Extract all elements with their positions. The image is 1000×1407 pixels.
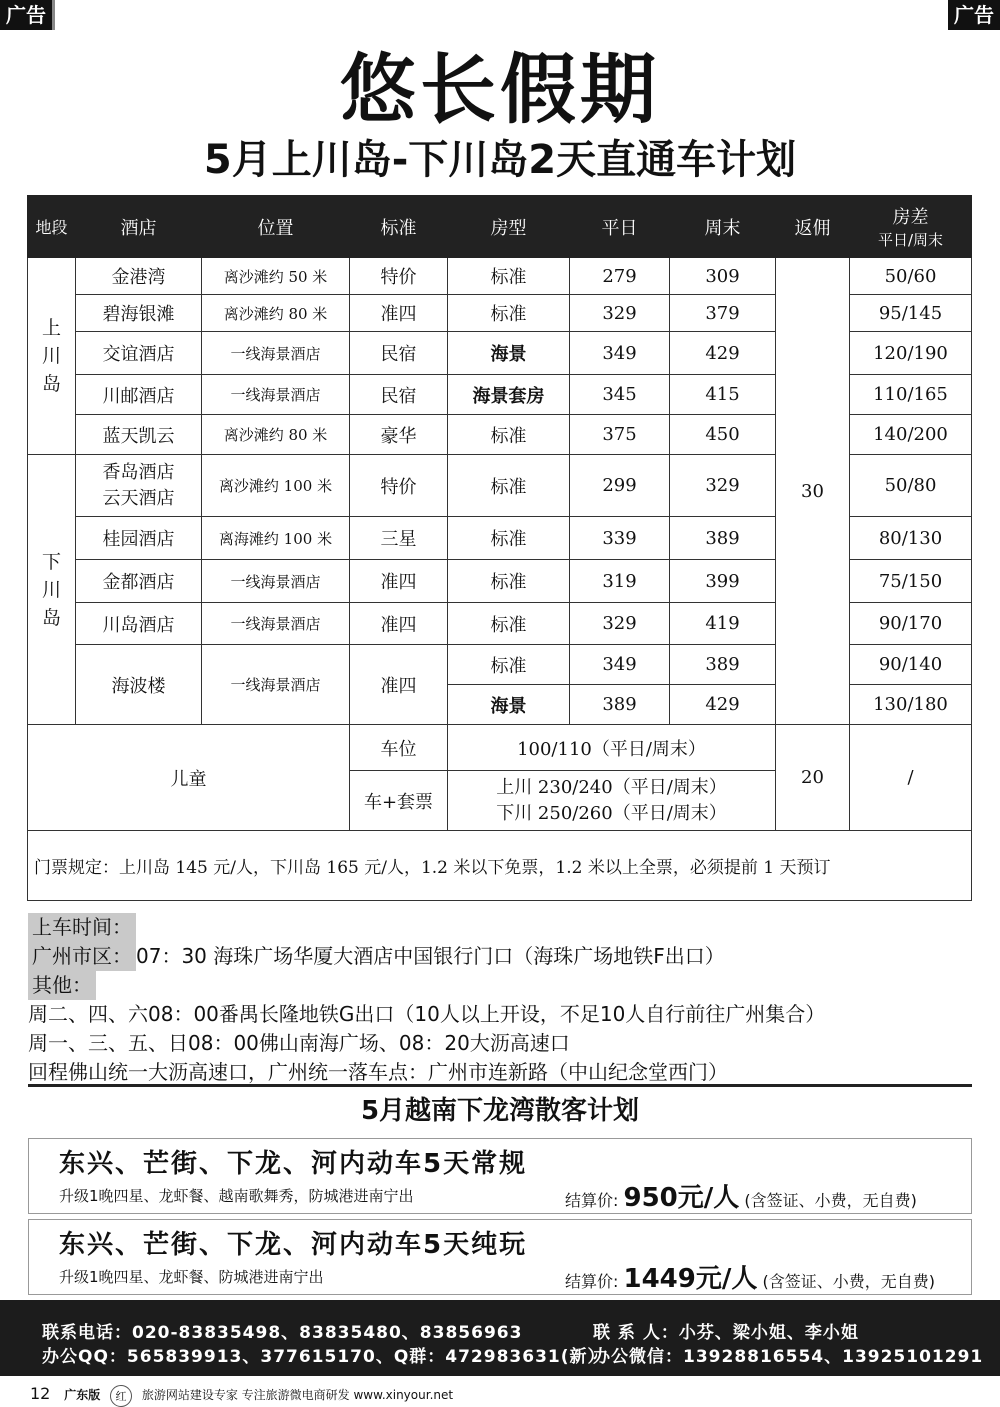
ad-tag-right: 广告 — [948, 0, 1000, 30]
boarding-line: 回程佛山统一大沥高速口，广州统一落车点：广州市连新路（中山纪念堂西门） — [28, 1060, 728, 1084]
cell-location: 一线海景酒店 — [202, 603, 350, 645]
cell-weekday: 329 — [570, 603, 670, 645]
cell-weekend: 389 — [670, 645, 776, 685]
cell-diff: 50/60 — [850, 258, 972, 295]
cell-standard: 准四 — [350, 603, 448, 645]
boarding-line: 周一、三、五、日08：00佛山南海广场、08：20大沥高速口 — [28, 1031, 570, 1055]
cell-weekday: 345 — [570, 375, 670, 415]
vietnam-plan-card — [28, 1219, 972, 1295]
cell-diff: 95/145 — [850, 295, 972, 332]
cell-location: 一线海景酒店 — [202, 375, 350, 415]
cell-standard: 准四 — [350, 560, 448, 603]
brand-logo-char: 红 — [115, 1389, 127, 1403]
plan-desc: 升级1晚四星、龙虾餐、防城港进南宁出 — [59, 1268, 324, 1286]
footer-phone-value: 020-83835498、83835480、83856963 — [132, 1323, 523, 1343]
cell-location: 离沙滩约 100 米 — [202, 455, 350, 517]
children-diff: / — [850, 725, 972, 831]
plan-name: 东兴、芒街、下龙、河内动车5天纯玩 — [59, 1230, 528, 1260]
cell-diff: 90/170 — [850, 603, 972, 645]
table-header-row — [28, 196, 972, 258]
cell-room: 标准 — [448, 603, 570, 645]
cell-hotel: 海波楼 — [76, 645, 202, 725]
footer-phone-label: 联系电话： — [42, 1323, 132, 1343]
cell-standard: 民宿 — [350, 332, 448, 375]
ticket-note-row — [28, 831, 972, 901]
header-hotel: 酒店 — [76, 196, 202, 258]
footer-slogan: 旅游网站建设专家 专注旅游微电商研发 www.xinyour.net — [141, 1388, 454, 1402]
boarding-info — [28, 913, 968, 1087]
boarding-title: 上车时间： — [28, 913, 136, 942]
footer-contact — [593, 1318, 859, 1343]
cell-room: 标准 — [448, 645, 570, 685]
plan-price-value: 1449元/人 — [623, 1264, 758, 1294]
region-lower — [28, 455, 76, 725]
cell-standard: 三星 — [350, 517, 448, 560]
cell-hotel: 碧海银滩 — [76, 295, 202, 332]
cell-weekend: 399 — [670, 560, 776, 603]
children-rebate: 20 — [776, 725, 850, 831]
footer-contact-value: 小芬、梁小姐、李小姐 — [678, 1323, 859, 1343]
cell-weekday: 319 — [570, 560, 670, 603]
cell-standard: 民宿 — [350, 375, 448, 415]
hotel-price-table — [27, 195, 972, 901]
cell-hotel-line2: 云天酒店 — [102, 487, 175, 509]
cell-location: 一线海景酒店 — [202, 645, 350, 725]
cell-room: 标准 — [448, 455, 570, 517]
footer-wechat — [593, 1342, 983, 1367]
header-standard: 标准 — [350, 196, 448, 258]
children-label: 儿童 — [28, 725, 350, 831]
cell-rebate: 30 — [776, 258, 850, 725]
cell-standard: 豪华 — [350, 415, 448, 455]
contact-footer — [0, 1300, 1000, 1376]
cell-standard: 准四 — [350, 645, 448, 725]
cell-room: 海景 — [448, 332, 570, 375]
header-weekday: 平日 — [570, 196, 670, 258]
plan-name: 东兴、芒街、下龙、河内动车5天常规 — [59, 1149, 528, 1179]
header-region: 地段 — [28, 196, 76, 258]
cell-weekday: 349 — [570, 645, 670, 685]
children-combo-label: 车+套票 — [350, 771, 448, 831]
cell-hotel: 金都酒店 — [76, 560, 202, 603]
cell-weekend: 379 — [670, 295, 776, 332]
boarding-line: 周二、四、六08：00番禺长隆地铁G出口（10人以上开设，不足10人自行前往广州集合） — [28, 1002, 826, 1026]
header-weekend: 周末 — [670, 196, 776, 258]
plan-price — [565, 1177, 917, 1214]
footer-qq — [42, 1342, 606, 1367]
boarding-gz-label: 广州市区： — [28, 942, 136, 971]
cell-diff: 90/140 — [850, 645, 972, 685]
cell-standard: 特价 — [350, 455, 448, 517]
page-title: 悠长假期 — [340, 45, 660, 134]
cell-room: 海景套房 — [448, 375, 570, 415]
cell-location: 离沙滩约 80 米 — [202, 415, 350, 455]
cell-hotel: 川岛酒店 — [76, 603, 202, 645]
cell-location: 离海滩约 100 米 — [202, 517, 350, 560]
header-diff-sub: 平日/周末 — [877, 231, 944, 249]
footer-phone — [42, 1318, 522, 1343]
cell-hotel: 交谊酒店 — [76, 332, 202, 375]
header-diff — [850, 196, 972, 258]
children-seat-price: 100/110（平日/周末） — [448, 725, 776, 771]
cell-hotel: 蓝天凯云 — [76, 415, 202, 455]
cell-weekday: 329 — [570, 295, 670, 332]
footer-contact-label: 联 系 人： — [593, 1323, 679, 1343]
cell-weekend: 415 — [670, 375, 776, 415]
cell-diff: 120/190 — [850, 332, 972, 375]
cell-weekend: 329 — [670, 455, 776, 517]
footer-qq-label: 办公QQ： — [42, 1347, 127, 1367]
cell-hotel — [76, 455, 202, 517]
cell-room: 标准 — [448, 258, 570, 295]
page-number: 12 — [30, 1384, 51, 1403]
section-divider — [28, 1084, 972, 1087]
plan-price-label: 结算价: — [565, 1191, 619, 1210]
cell-hotel-line1: 香岛酒店 — [102, 461, 175, 483]
children-combo-price — [448, 771, 776, 831]
cell-room: 标准 — [448, 415, 570, 455]
vietnam-plan-card — [28, 1138, 972, 1214]
children-seat-label: 车位 — [350, 725, 448, 771]
cell-weekend: 309 — [670, 258, 776, 295]
ad-tag-left: 广告 — [0, 0, 55, 30]
boarding-other-title: 其他： — [28, 971, 96, 1000]
cell-diff: 80/130 — [850, 517, 972, 560]
cell-standard: 准四 — [350, 295, 448, 332]
plan-price-note: (含签证、小费，无自费) — [744, 1191, 917, 1210]
cell-weekend: 429 — [670, 332, 776, 375]
cell-location: 离沙滩约 80 米 — [202, 295, 350, 332]
cell-standard: 特价 — [350, 258, 448, 295]
children-combo-upper: 上川 230/240（平日/周末） — [496, 776, 727, 798]
boarding-gz-text: 07：30 海珠广场华厦大酒店中国银行门口（海珠广场地铁F出口） — [136, 944, 725, 968]
children-combo-lower: 下川 250/260（平日/周末） — [496, 802, 727, 824]
region-upper-label: 上川岛 — [41, 317, 61, 395]
plan-price-note: (含签证、小费，无自费) — [762, 1272, 935, 1291]
cell-weekend: 429 — [670, 685, 776, 725]
cell-diff: 140/200 — [850, 415, 972, 455]
page-footer — [30, 1384, 453, 1407]
cell-location: 一线海景酒店 — [202, 560, 350, 603]
region-lower-label: 下川岛 — [41, 550, 61, 629]
cell-weekday: 375 — [570, 415, 670, 455]
header-diff-label: 房差 — [892, 207, 929, 228]
cell-hotel: 桂园酒店 — [76, 517, 202, 560]
cell-diff: 130/180 — [850, 685, 972, 725]
cell-room: 标准 — [448, 560, 570, 603]
cell-hotel: 川邮酒店 — [76, 375, 202, 415]
cell-weekday: 389 — [570, 685, 670, 725]
cell-weekday: 349 — [570, 332, 670, 375]
plan-price — [565, 1258, 935, 1295]
edition-label: 广东版 — [64, 1388, 101, 1402]
ticket-note: 门票规定：上川岛 145 元/人，下川岛 165 元/人，1.2 米以下免票，1.2 米以上全票，必须提前 1 天预订 — [28, 831, 972, 901]
footer-qq-value: 565839913、377615170、Q群：472983631(新） — [126, 1347, 606, 1367]
cell-weekday: 339 — [570, 517, 670, 560]
header-location: 位置 — [202, 196, 350, 258]
plan-price-value: 950元/人 — [623, 1183, 740, 1213]
header-room: 房型 — [448, 196, 570, 258]
footer-wechat-label: 办公微信： — [593, 1347, 683, 1367]
cell-weekend: 389 — [670, 517, 776, 560]
footer-wechat-value: 13928816554、13925101291 — [683, 1347, 984, 1367]
cell-diff: 75/150 — [850, 560, 972, 603]
brand-logo-icon — [110, 1385, 132, 1407]
region-upper — [28, 258, 76, 455]
vietnam-title: 5月越南下龙湾散客计划 — [360, 1096, 640, 1126]
cell-diff: 50/80 — [850, 455, 972, 517]
cell-room: 海景 — [448, 685, 570, 725]
cell-diff: 110/165 — [850, 375, 972, 415]
cell-hotel: 金港湾 — [76, 258, 202, 295]
page-subtitle: 5月上川岛-下川岛2天直通车计划 — [203, 137, 797, 183]
cell-weekend: 419 — [670, 603, 776, 645]
cell-weekend: 450 — [670, 415, 776, 455]
children-row — [28, 725, 972, 771]
cell-weekday: 299 — [570, 455, 670, 517]
table-row — [28, 258, 972, 295]
header-rebate: 返佣 — [776, 196, 850, 258]
plan-desc: 升级1晚四星、龙虾餐、越南歌舞秀，防城港进南宁出 — [59, 1187, 414, 1205]
cell-room: 标准 — [448, 295, 570, 332]
cell-weekday: 279 — [570, 258, 670, 295]
cell-location: 一线海景酒店 — [202, 332, 350, 375]
cell-location: 离沙滩约 50 米 — [202, 258, 350, 295]
plan-price-label: 结算价: — [565, 1272, 619, 1291]
cell-room: 标准 — [448, 517, 570, 560]
